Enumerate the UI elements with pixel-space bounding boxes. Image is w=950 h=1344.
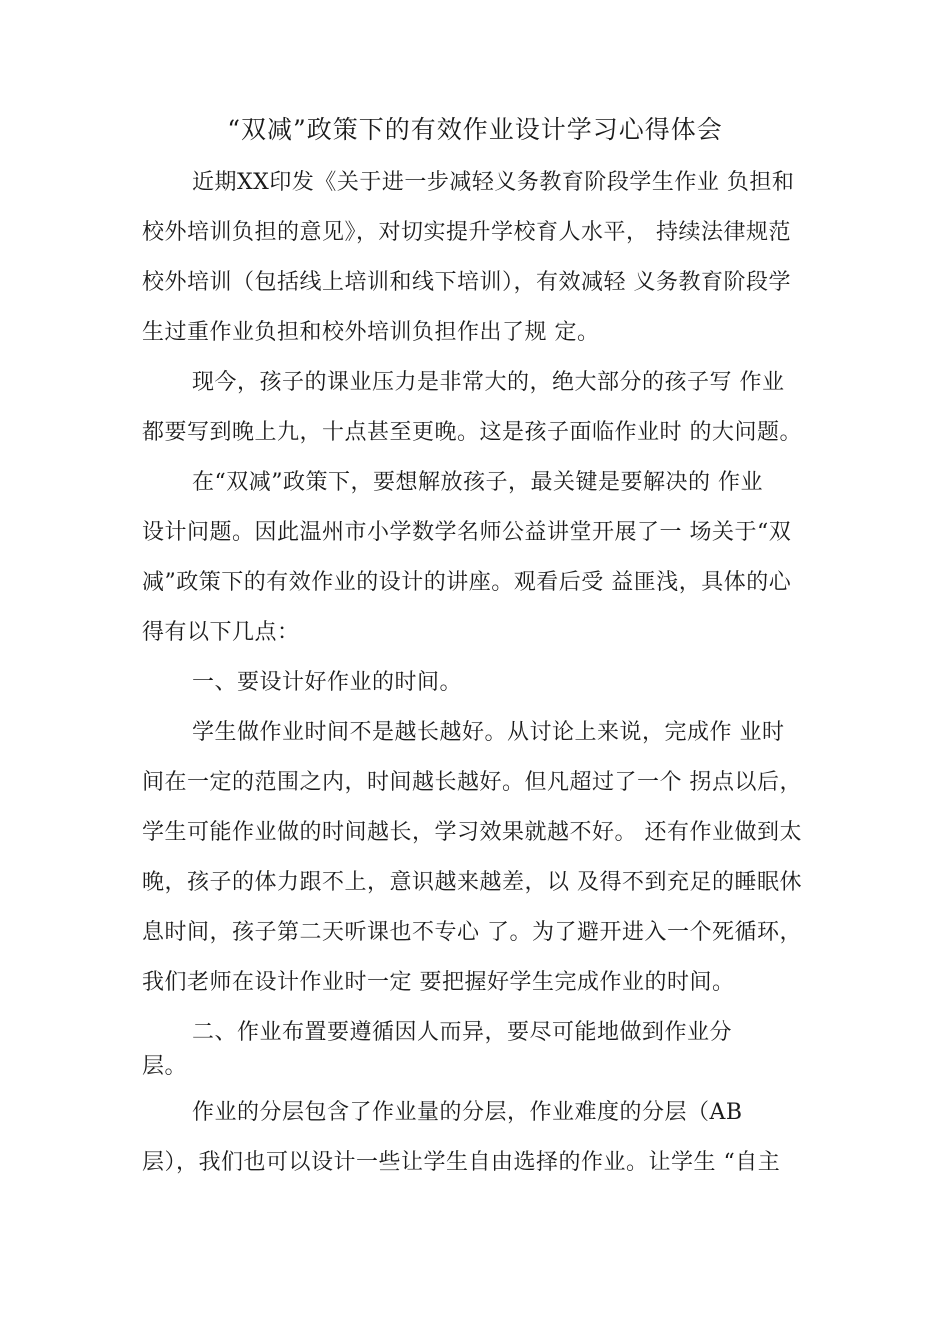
paragraph-line: 学生做作业时间不是越长越好。从讨论上来说，完成作 业时: [192, 720, 785, 745]
paragraph-line: 现今，孩子的课业压力是非常大的，绝大部分的孩子写 作业: [192, 370, 785, 395]
paragraph-line: 间在一定的范围之内，时间越长越好。但凡超过了一个 拐点以后，: [142, 770, 802, 795]
section-heading: 二、作业布置要遵循因人而异，要尽可能地做到作业分: [192, 1020, 733, 1045]
paragraph-line: 晚，孩子的体力跟不上，意识越来越差，以 及得不到充足的睡眠休: [142, 870, 802, 895]
paragraph-line: 生过重作业负担和校外培训负担作出了规 定。: [142, 320, 600, 345]
paragraph-line: 减”政策下的有效作业的设计的讲座。观看后受 益匪浅，具体的心: [142, 570, 792, 595]
paragraph-line: 校外培训负担的意见》，对切实提升学校育人水平， 持续法律规范: [142, 220, 791, 245]
paragraph-line: 学生可能作业做的时间越长，学习效果就越不好。 还有作业做到太: [142, 820, 802, 845]
paragraph-line: 都要写到晚上九，十点甚至更晚。这是孩子面临作业时 的大问题。: [142, 420, 802, 445]
paragraph-line: 层），我们也可以设计一些让学生自由选择的作业。让学生 “自主: [142, 1150, 781, 1175]
paragraph-line: 息时间，孩子第二天听课也不专心 了。为了避开进入一个死循环，: [142, 920, 802, 945]
section-heading: 一、要设计好作业的时间。: [192, 670, 463, 695]
paragraph-line: 作业的分层包含了作业量的分层，作业难度的分层（AB: [192, 1100, 743, 1125]
paragraph-line: 设计问题。因此温州市小学数学名师公益讲堂开展了一 场关于“双: [142, 520, 792, 545]
section-heading: 层。: [142, 1054, 188, 1079]
paragraph-line: 我们老师在设计作业时一定 要把握好学生完成作业的时间。: [142, 970, 735, 995]
paragraph-line: 得有以下几点：: [142, 620, 300, 645]
paragraph-line: 在“双减”政策下，要想解放孩子，最关键是要解决的 作业: [192, 470, 763, 495]
paragraph-line: 校外培训（包括线上培训和线下培训），有效减轻 义务教育阶段学: [142, 270, 791, 295]
paragraph-line: 近期XX印发《关于进一步减轻义务教育阶段学生作业 负担和: [192, 170, 795, 195]
document-title: “双减”政策下的有效作业设计学习心得体会: [227, 115, 723, 144]
